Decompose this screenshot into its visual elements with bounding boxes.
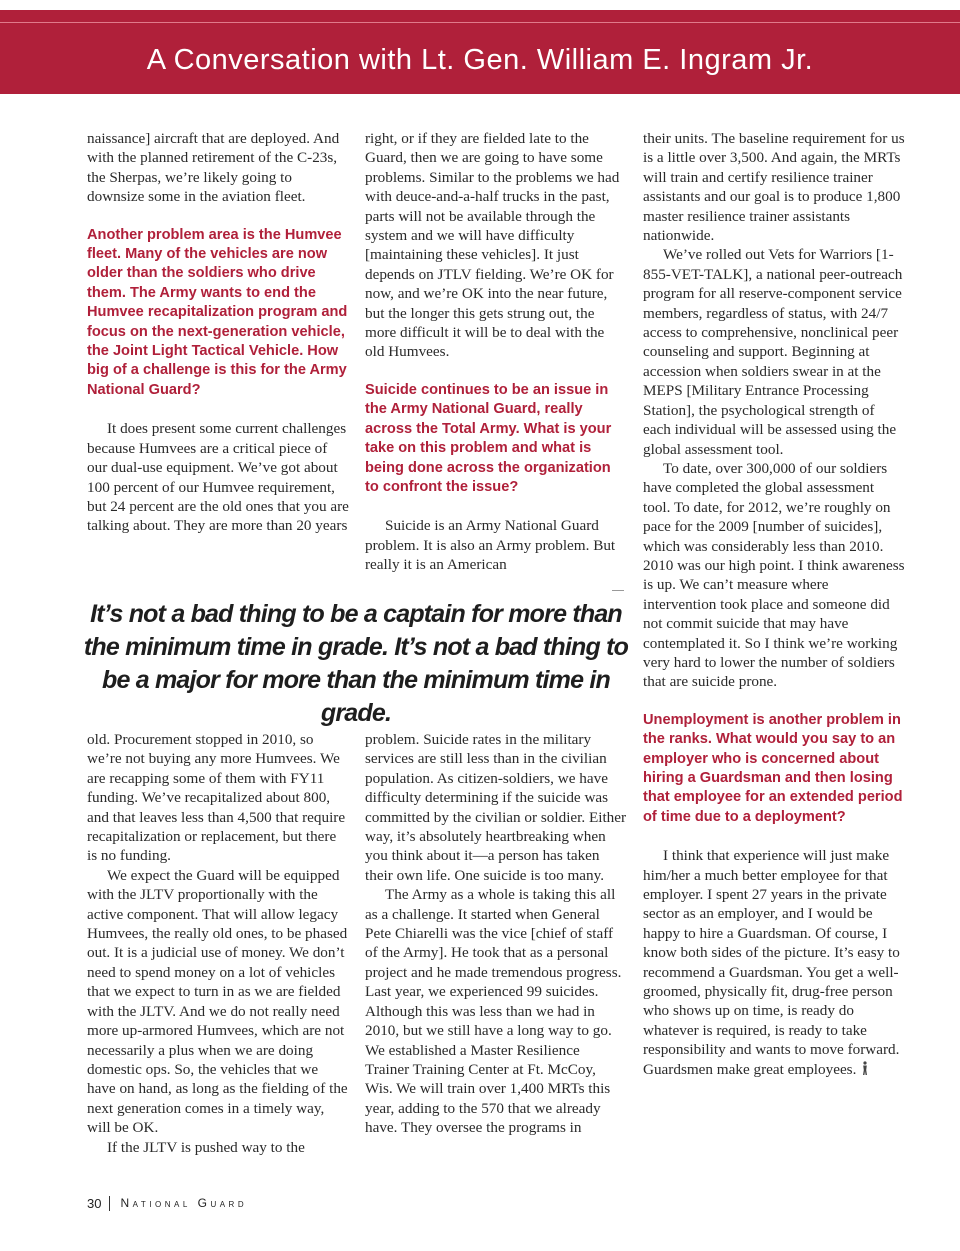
paragraph: The Army as a whole is taking this all as a challenge. It started when General Pete Chiarelli was the vice [chief of staff of the Army]. He took that as a personal project and he made tremendous progress. Last year, we experienced 99 suicides. Although this was less than we had in 2010, but we still have a long way to go. We established a Master Resilience Trainer Training Center at Ft. McCoy, Wis. We will train over 1,400 MRTs this year, adding to the 570 that we already have. They oversee the programs in	[365, 886, 622, 1137]
question-heading: Another problem area is the Humvee fleet. Many of the vehicles are now older than the soldiers who drive them. The Army wants to end the Humvee recapitalization program and focus on the next-generation vehicle, the Joint Light Tactical Vehicle. How big of a challenge is this for the Army National Guard?	[87, 226, 348, 398]
paragraph: their units. The baseline requirement for us is a little over 3,500. And again, the MRTs will train and certify resilience trainer assistants and our goal is to produce 1,800 master resilience trainer assistants nationwide.	[643, 130, 905, 245]
paragraph: We’ve rolled out Vets for Warriors [1-855-VET-TALK], a national peer-outreach program for all reserve-component service members, regardless of status, with 24/7 access to comprehensive, nonclinical peer counseling and support. Beginning at accession when soldiers swear in at the MEPS [Military Entrance Processing Station], the psychological strength of each individual will be assessed using the global assessment tool.	[643, 246, 903, 458]
magazine-name: National Guard	[120, 1196, 248, 1210]
paragraph-last	[643, 846, 905, 1079]
column-2-top	[365, 129, 627, 575]
column-2-bottom	[365, 730, 627, 1138]
banner-rule	[0, 22, 960, 23]
top-margin	[0, 0, 960, 8]
column-3	[643, 129, 905, 1079]
paragraph: old. Procurement stopped in 2010, so we’re not buying any more Humvees. We are recapping some of them with FY11 funding. We’ve recapitalized about 800, and that leaves less than 4,500 that require recapitalization or replacement, but there is no funding.	[87, 731, 346, 865]
column-1-bottom	[87, 730, 349, 1157]
paragraph: right, or if they are fielded late to the Guard, then we are going to have some problems. Similar to the problems we had with deuce-and-a-half trucks in the past, parts will not be available through the system and we will have difficulty [maintaining these vehicles]. It just depends on JTLV fielding. We’re OK for now, and we’re OK into the near future, but the longer this gets strung out, the more difficult it will be to deal with the old Humvees.	[365, 130, 620, 361]
question-heading: Suicide continues to be an issue in the Army National Guard, really across the Total Army. What is your take on this problem and what is being done across the organization to confront the issue?	[365, 381, 612, 495]
page-footer	[87, 1192, 247, 1214]
paragraph: We expect the Guard will be equipped with the JLTV proportionally with the active component. That will allow legacy Humvees, the really old ones, to be phased out. It is a judicial use of money. We don’t need to spend money on a lot of vehicles that we expect to turn in as we are fielded with the JLTV. And we do not really need more up-armored Humvees, which are not necessarily a plus when we are doing domestic ops. So, the vehicles that we have on hand, as long as the fielding of the next generation comes in a timely way, will be OK.	[87, 866, 348, 1137]
header-banner	[0, 8, 960, 94]
paragraph: If the JLTV is pushed way to the	[107, 1138, 305, 1156]
paragraph: Suicide is an Army National Guard problem. It is also an Army problem. But really it is an American	[365, 517, 616, 574]
pull-quote: It’s not a bad thing to be a captain for more than the minimum time in grade. It’s not a bad thing to be a major for more than the minimum time in grade.	[83, 600, 629, 727]
paragraph: naissance] aircraft that are deployed. And with the planned retirement of the C-23s, the Sherpas, we’re likely going to downsize some in the aviation fleet.	[87, 130, 340, 206]
paragraph: To date, over 300,000 of our soldiers have completed the global assessment tool. To date, for 2012, we’re roughly on pace for the 2009 [number of suicides], which was considerably less than 2010. 2010 was our high point. I think awareness is up. We can’t measure where intervention took place and someone did not commit suicide that may have contemplated it. So I think we’re working very hard to lower the number of soldiers that are suicide prone.	[643, 459, 905, 691]
column-1-top	[87, 129, 349, 536]
article-title: A Conversation with Lt. Gen. William E. Ingram Jr.	[146, 44, 814, 76]
page-number: 30	[87, 1196, 110, 1211]
question-heading: Unemployment is another problem in the ranks. What would you say to an employer who is concerned about hiring a Guardsman and then losing that employee for an extended period of time due to a deployment?	[643, 711, 903, 825]
column-divider	[612, 590, 624, 591]
paragraph-text: I think that experience will just make him/her a much better employee for that employer. I spent 27 years in the private sector as an employer, and I would be happy to hire a Guardsman. Of course, I know both sides of the picture. It’s easy to recommend a Guardsman. You get a well-groomed, physically fit, drug-free person who shows up on time, is ready do whatever is required, is ready to take responsibility and wants to move forward. Guardsmen make great employees.	[643, 847, 900, 1078]
paragraph: It does present some current challenges because Humvees are a critical piece of our dual-use equipment. We’ve got about 100 percent of our Humvee requirement, but 24 percent are the old ones that you are talking about. They are more than 20 years	[87, 420, 349, 535]
paragraph: problem. Suicide rates in the military services are still less than in the civilian population. As citizen-soldiers, we have difficulty determining if the suicide was committed by the civilian or soldier. Either way, it’s absolutely heartbreaking when you think about it—a person has taken their own life. One suicide is too many.	[365, 731, 627, 884]
end-mark-icon	[862, 1061, 868, 1075]
